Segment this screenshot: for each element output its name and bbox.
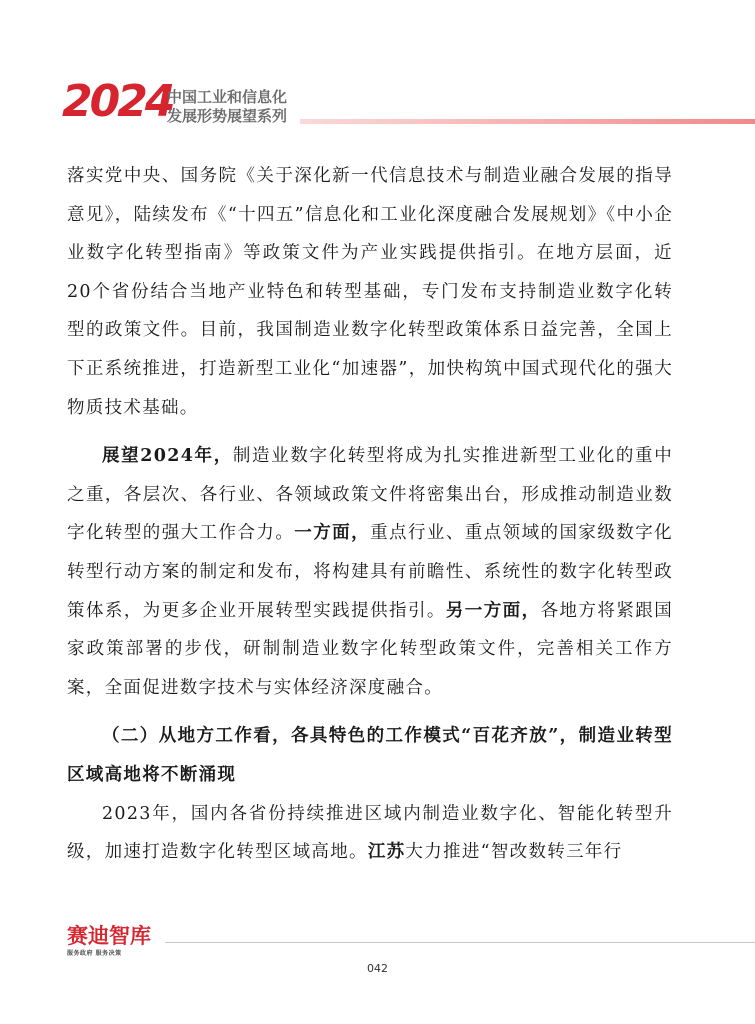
paragraph-gap	[67, 707, 673, 717]
series-title	[167, 88, 287, 126]
paragraph-2-lead-b: 一方面，	[294, 523, 371, 544]
paragraph-2-text-c: 各地方将紧跟国家政策部署的步伐，研制制造业数字化转型政策文件，完善相关工作方案，全面促进数字技术与实体经济深度融合。	[67, 600, 674, 698]
document-body	[67, 157, 673, 872]
paragraph-3-text-a: 2023年，国内各省份持续推进区域内制造业数字化、智能化转型升级，加速打造数字化转型区域高地。	[67, 803, 673, 863]
header-accent-bar	[300, 119, 755, 124]
series-title-line2: 发展形势展望系列	[167, 107, 288, 125]
footer-slogan: 服务政府 服务决策	[67, 950, 122, 957]
footer-brand-logo: 赛迪智库	[67, 924, 151, 948]
paragraph-gap	[67, 427, 673, 437]
paragraph-2-lead: 展望2024年，	[102, 446, 233, 467]
paragraph-2-lead-c: 另一方面，	[445, 600, 541, 621]
footer-divider	[165, 942, 755, 943]
paragraph-3-text-b: 大力推进“智改数转三年行	[405, 842, 623, 863]
section-heading: （二）从地方工作看，各具特色的工作模式“百花齐放”，制造业转型区域高地将不断涌现	[67, 726, 673, 785]
series-title-line1: 中国工业和信息化	[167, 88, 288, 106]
paragraph-2-text-a: 制造业数字化转型将成为扎实推进新型工业化的重中之重，各层次、各行业、各领域政策文件将密集出台，形成推动制造业数字化转型的强大工作合力。	[67, 446, 674, 544]
paragraph-3	[67, 795, 673, 872]
paragraph-2	[67, 437, 673, 707]
paragraph-3-lead: 江苏	[367, 842, 406, 863]
year-logo: 2024	[62, 76, 173, 127]
paragraph-2-text-b: 重点行业、重点领域的国家级数字化转型行动方案的制定和发布，将构建具有前瞻性、系统性的数字化转型政策体系，为更多企业开展转型实践提供指引。	[67, 523, 673, 621]
page-header	[0, 0, 755, 140]
paragraph-1: 落实党中央、国务院《关于深化新一代信息技术与制造业融合发展的指导意见》，陆续发布《“十四五”信息化和工业化深度融合发展规划》《中小企业数字化转型指南》等政策文件为产业实践提供指引。在地方层面，近20个省份结合当地产业特色和转型基础，专门发布支持制造业数字化转型的政策文件。目前，我国制造业数字化转型政策体系日益完善，全国上下正系统推进，打造新型工业化“加速器”，加快构筑中国式现代化的强大物质技术基础。	[67, 166, 673, 418]
page-number: 042	[367, 962, 388, 975]
